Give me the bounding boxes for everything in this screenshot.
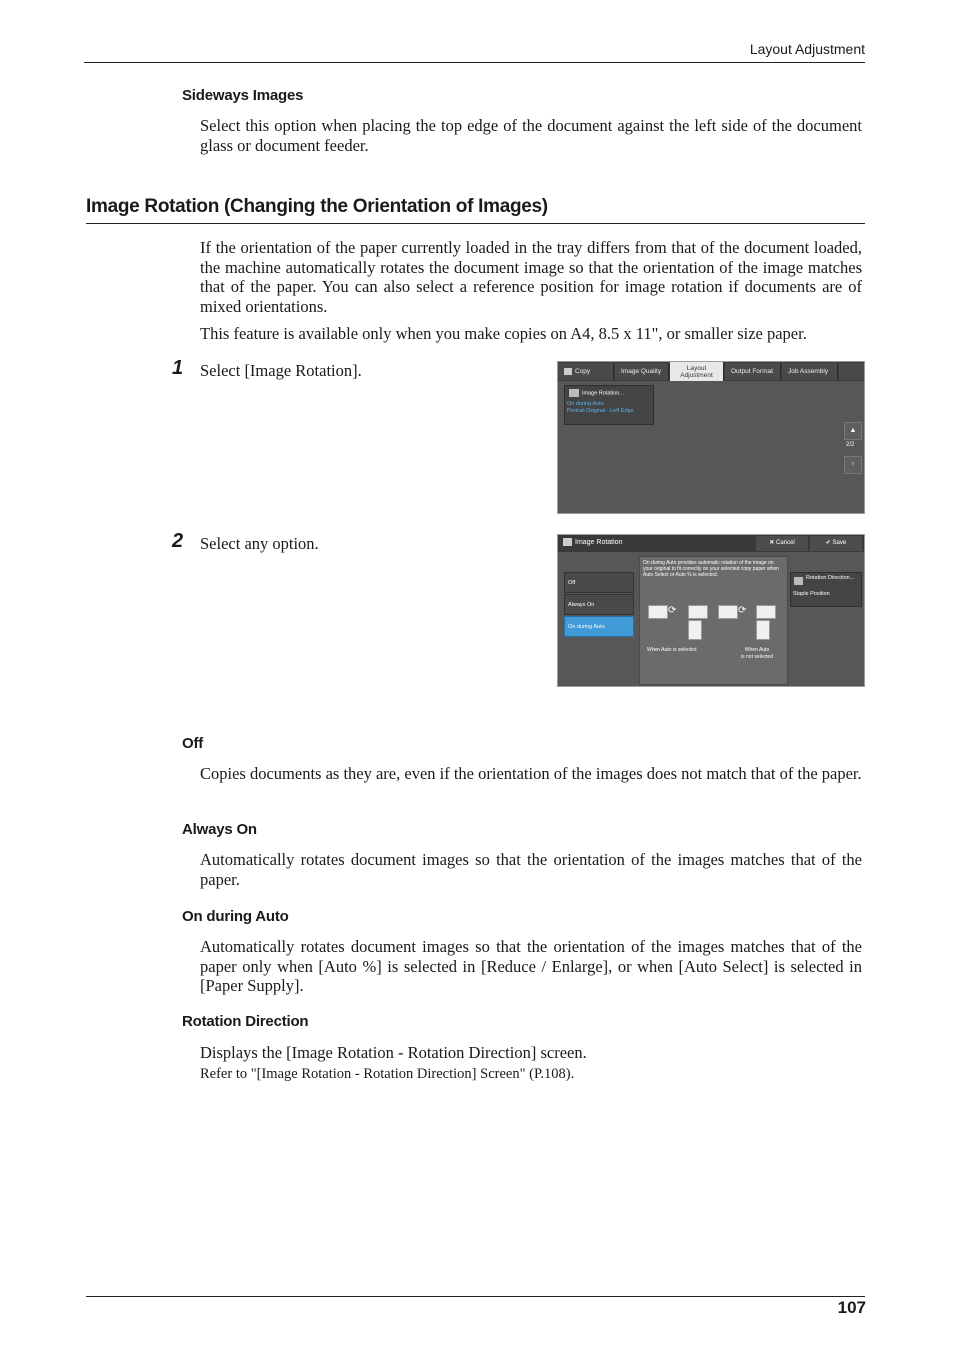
tab-output-format[interactable]: Output Format (725, 363, 781, 380)
option-always-on[interactable]: Always On (564, 594, 634, 615)
tab-copy[interactable]: Copy (558, 363, 614, 380)
copy-icon (564, 368, 572, 375)
rotation-direction-icon (794, 577, 803, 585)
tab-image-quality[interactable]: Image Quality (615, 363, 669, 380)
screenshot-image-rotation-screen (557, 534, 865, 687)
option-on-during-auto-heading: On during Auto (182, 908, 289, 925)
image-rotation-icon (563, 538, 572, 546)
scroll-down-button[interactable]: ▼ (844, 456, 862, 474)
description-text: On during Auto provides automatic rotation of the image on your original to fit correctly on your selected copy paper when Auto Select or Auto % is selected. (643, 560, 779, 578)
portrait-paper-icon (688, 620, 702, 640)
option-on-during-auto-text: Automatically rotates document images so that the orientation of the images matches that of the paper only when [Auto %] is selected in [Reduce / Enlarge], or when [Auto Select] is selected in [Paper Supply]. (200, 937, 862, 995)
dialog-title: Image Rotation (563, 538, 622, 546)
page-number: 107 (837, 1298, 866, 1317)
step-1-number: 1 (172, 357, 184, 379)
tab-bar (558, 362, 864, 381)
option-rotation-direction-heading: Rotation Direction (182, 1013, 309, 1030)
tab-spacer (839, 363, 865, 380)
image-rotation-title: Image Rotation... (582, 390, 624, 397)
option-on-during-auto[interactable]: On during Auto (564, 616, 634, 637)
screenshot-layout-adjustment-tab (557, 361, 865, 514)
scroll-up-button[interactable]: ▲ (844, 422, 862, 440)
landscape-original-icon-2 (718, 605, 738, 619)
page-indicator: 2/2 (846, 442, 855, 448)
cross-reference-link[interactable]: Refer to "[Image Rotation - Rotation Direction] Screen" (P.108). (200, 1066, 575, 1082)
image-rotation-edge: Portrait Original - Left Edge (567, 408, 634, 415)
description-panel (639, 556, 788, 685)
step-2-text: Select any option. (200, 534, 319, 553)
section-divider (86, 223, 865, 224)
option-off-heading: Off (182, 735, 204, 752)
footer-divider (86, 1296, 865, 1297)
rotation-direction-button[interactable] (790, 572, 862, 607)
sideways-text: Select this option when placing the top edge of the document against the left side of the document glass or document feeder. (200, 116, 862, 155)
save-button[interactable]: ✔ Save (810, 536, 862, 551)
section-heading: Image Rotation (Changing the Orientation of Images) (86, 196, 548, 217)
option-off[interactable]: Off (564, 572, 634, 593)
rotate-arrow-icon: ⟳ (668, 605, 677, 616)
section-intro: If the orientation of the paper currently loaded in the tray differs from that of the document loaded, the machine automatically rotates the document image so that the orientation of the image matches that of the paper. You can also select a reference position for image rotation if documents are of mixed orientations. (200, 238, 862, 316)
rotation-direction-value: Staple Position (793, 591, 830, 597)
portrait-paper-icon-2 (756, 620, 770, 640)
landscape-paper-icon (688, 605, 708, 619)
step-1-text: Select [Image Rotation]. (200, 361, 362, 380)
landscape-original-icon (648, 605, 668, 619)
caption-auto-not-selected: When Auto is not selected (741, 647, 773, 660)
caption-auto-selected: When Auto is selected (647, 647, 697, 653)
option-always-on-text: Automatically rotates document images so that the orientation of the images matches that of the paper. (200, 850, 862, 889)
tab-layout-adjustment[interactable]: Layout Adjustment (670, 362, 724, 381)
option-always-on-heading: Always On (182, 821, 257, 838)
tab-job-assembly[interactable]: Job Assembly (782, 363, 838, 380)
step-2-number: 2 (172, 530, 184, 552)
header-divider (84, 62, 865, 63)
close-icon: ✕ (769, 540, 775, 546)
rotate-arrow-icon-2: ⟳ (738, 605, 747, 616)
image-rotation-status: On during Auto (567, 401, 604, 408)
check-icon: ✔ (825, 540, 831, 546)
option-rotation-direction-text: Displays the [Image Rotation - Rotation Direction] screen. (200, 1043, 587, 1062)
image-rotation-icon (569, 389, 579, 397)
rotation-direction-title: Rotation Direction... (806, 575, 855, 581)
landscape-paper-icon-2 (756, 605, 776, 619)
option-off-text: Copies documents as they are, even if the orientation of the images does not match that of the paper. (200, 764, 862, 783)
image-rotation-button[interactable] (564, 385, 654, 425)
sideways-heading: Sideways Images (182, 87, 304, 104)
section-availability: This feature is available only when you make copies on A4, 8.5 x 11", or smaller size paper. (200, 324, 807, 343)
running-header: Layout Adjustment (749, 41, 865, 57)
cancel-button[interactable]: ✕ Cancel (756, 536, 808, 551)
